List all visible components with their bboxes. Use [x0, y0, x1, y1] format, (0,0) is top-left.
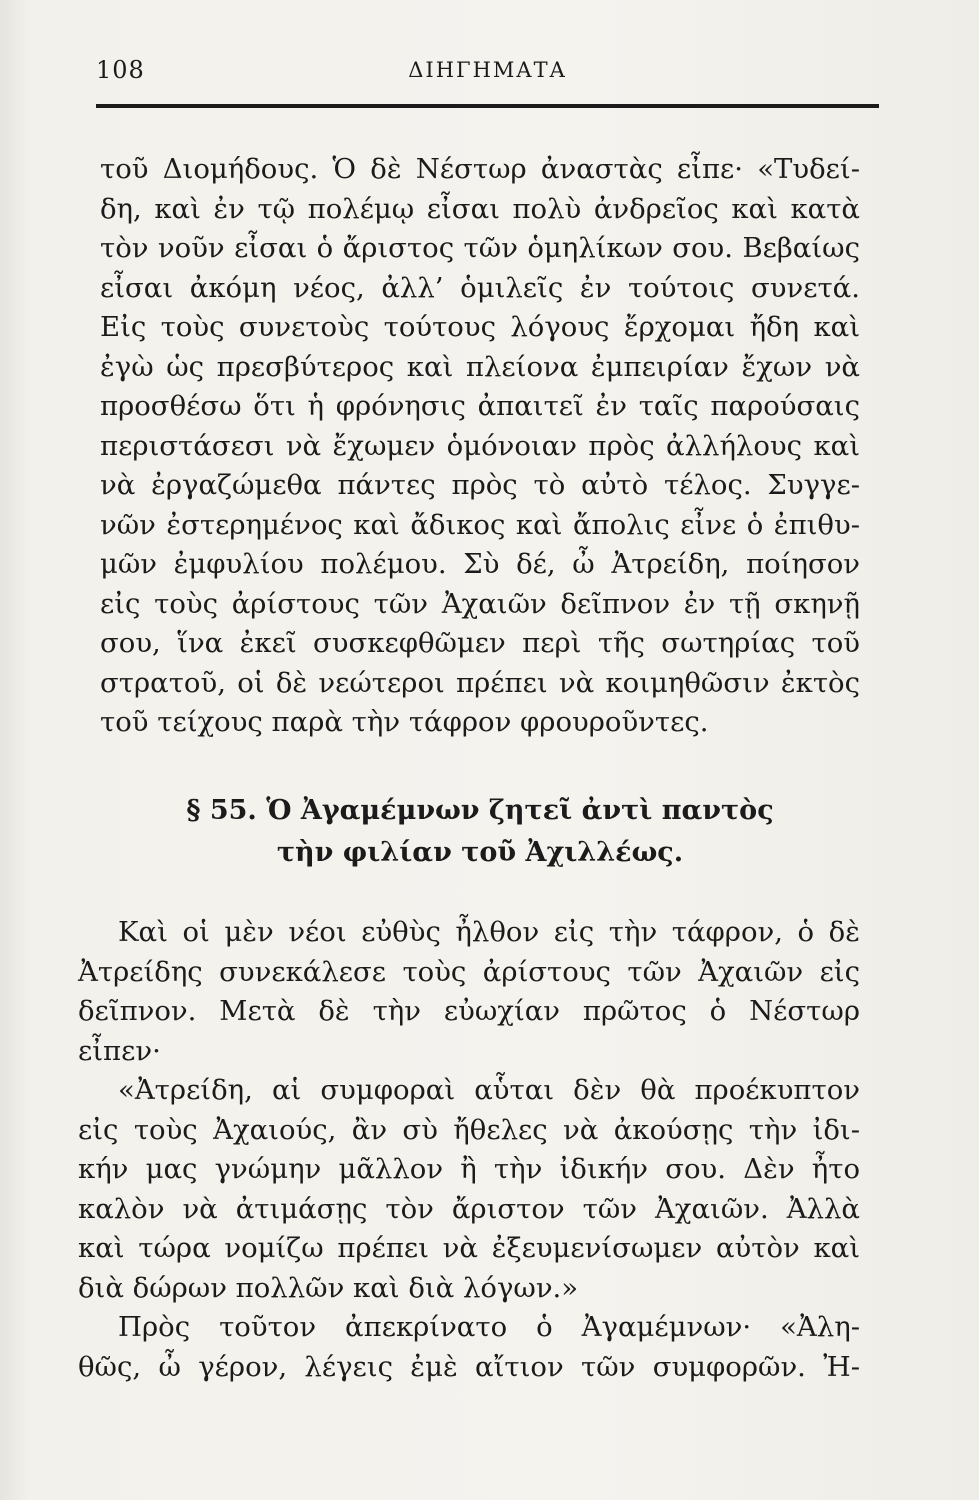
text-line: τοῦ Διομήδους. Ὁ δὲ Νέστωρ ἀναστὰς εἶπε· «Τυδεί- [100, 153, 860, 185]
text-line: Ἀτρείδης συνεκάλεσε τοὺς ἀρίστους τῶν Ἀχαιῶν εἰς [78, 955, 860, 988]
text-line: καὶ τώρα νομίζω πρέπει νὰ ἐξευμενίσωμεν αὐτὸν καὶ [78, 1232, 860, 1264]
header-rule [96, 104, 879, 108]
page-header [96, 52, 879, 92]
body-after-heading [78, 913, 860, 1387]
text-line: ἐγὼ ὡς πρεσβύτερος καὶ πλείονα ἐμπειρίαν ἔχων νὰ [100, 350, 860, 383]
text-line: διὰ δώρων πολλῶν καὶ διὰ λόγων.» [78, 1271, 579, 1304]
paragraph-3 [78, 1071, 860, 1308]
section-heading-line-2: τὴν φιλίαν τοῦ Ἀχιλλέως. [276, 837, 684, 868]
text-line: στρατοῦ, οἱ δὲ νεώτεροι πρέπει νὰ κοιμηθῶσιν ἐκτὸς [100, 666, 860, 699]
text-line: εἶσαι ἀκόμη νέος, ἀλλ’ ὁμιλεῖς ἐν τούτοις συνετά. [100, 271, 860, 304]
text-line: κήν μας γνώμην μᾶλλον ἢ τὴν ἰδικήν σου. Δὲν ἦτο [78, 1153, 860, 1185]
paragraph-2 [78, 913, 860, 1071]
section-heading-line-1: § 55. Ὁ Ἀγαμέμνων ζητεῖ ἀντὶ παντὸς [186, 795, 774, 826]
paragraph-1 [100, 150, 860, 743]
text-line: σου, ἵνα ἐκεῖ συσκεφθῶμεν περὶ τῆς σωτηρίας τοῦ [100, 627, 860, 659]
text-line: τοῦ τείχους παρὰ τὴν τάφρον φρουροῦντες. [100, 706, 709, 738]
running-head: ΔΙΗΓΗΜΑΤΑ [408, 58, 567, 82]
text-line: Εἰς τοὺς συνετοὺς τούτους λόγους ἔρχομαι ἤδη καὶ [100, 311, 860, 343]
text-line: νὰ ἐργαζώμεθα πάντες πρὸς τὸ αὐτὸ τέλος. Συγγε- [100, 469, 860, 501]
paragraph-4 [78, 1308, 860, 1387]
section-heading [100, 790, 860, 874]
text-line: εἶπεν· [78, 1034, 161, 1067]
text-line: δεῖπνον. Μετὰ δὲ τὴν εὐωχίαν πρῶτος ὁ Νέστωρ [78, 995, 860, 1027]
text-line: δη, καὶ ἐν τῷ πολέμῳ εἶσαι πολὺ ἀνδρεῖος καὶ κατὰ [100, 192, 860, 225]
text-line: εἰς τοὺς ἀρίστους τῶν Ἀχαιῶν δεῖπνον ἐν τῇ σκηνῇ [100, 587, 860, 620]
text-line: καλὸν νὰ ἀτιμάσῃς τὸν ἄριστον τῶν Ἀχαιῶν. Ἀλλὰ [78, 1192, 860, 1225]
text-line: «Ἀτρείδη, αἱ συμφοραὶ αὗται δὲν θὰ προέκυπτον [118, 1074, 860, 1106]
text-line: Καὶ οἱ μὲν νέοι εὐθὺς ἦλθον εἰς τὴν τάφρον, ὁ δὲ [118, 916, 860, 948]
text-line: νῶν ἐστερημένος καὶ ἄδικος καὶ ἄπολις εἶνε ὁ ἐπιθυ- [100, 508, 860, 541]
text-line: θῶς, ὦ γέρον, λέγεις ἐμὲ αἴτιον τῶν συμφορῶν. Ἠ- [78, 1350, 860, 1383]
text-line: προσθέσω ὅτι ἡ φρόνησις ἀπαιτεῖ ἐν ταῖς παρούσαις [100, 390, 860, 422]
text-line: Πρὸς τοῦτον ἀπεκρίνατο ὁ Ἀγαμέμνων· «Ἀλη- [118, 1311, 860, 1343]
text-line: τὸν νοῦν εἶσαι ὁ ἄριστος τῶν ὁμηλίκων σου. Βεβαίως [100, 232, 860, 264]
text-line: μῶν ἐμφυλίου πολέμου. Σὺ δέ, ὦ Ἀτρείδη, ποίησον [100, 548, 860, 580]
text-line: περιστάσεσι νὰ ἔχωμεν ὁμόνοιαν πρὸς ἀλλήλους καὶ [100, 429, 860, 462]
page-number: 108 [96, 56, 145, 84]
text-line: εἰς τοὺς Ἀχαιούς, ἂν σὺ ἤθελες νὰ ἀκούσῃς τὴν ἰδι- [78, 1113, 860, 1146]
